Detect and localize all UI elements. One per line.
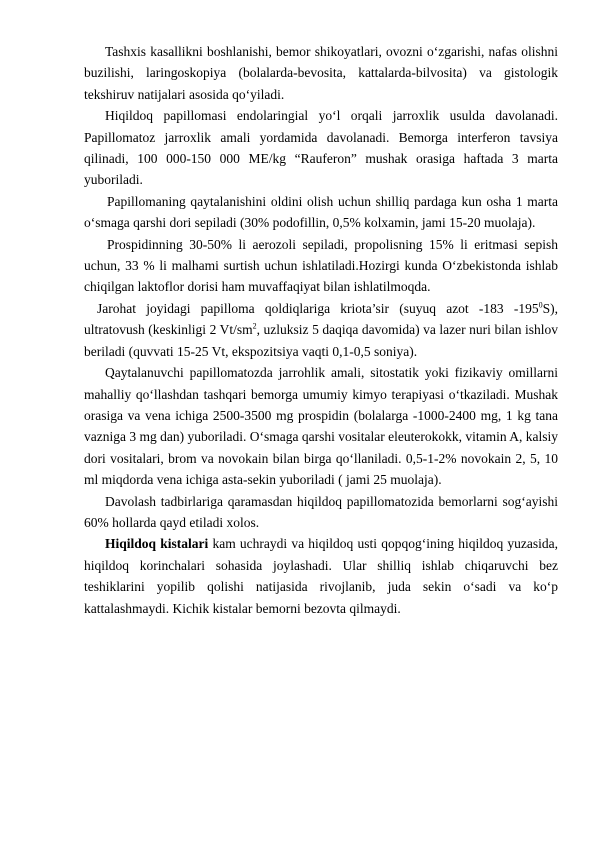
paragraph-prospidin: Prospidinning 30-50% li aerozoli sepiladi, propolisning 15% li eritmasi sepish uchun, 33 % li malhami surtish uchun ishlatiladi.Hozirgi kunda O‘zbekistonda ishlab chiqilgan laktoflor dorisi ham muvaffaqiyat bilan ishlatilmoqda. <box>84 236 558 295</box>
document-page <box>84 41 558 619</box>
paragraph-cryotherapy <box>84 298 558 362</box>
cryotherapy-text-c: , uzluksiz 5 daqiqa davomida) va lazer nuri bilan ishlov beriladi (quvvati 15-25 Vt, ekspozitsiya vaqti 0,1-0,5 soniya). <box>84 322 559 359</box>
cryotherapy-text-a: Jarohat joyidagi papilloma qoldiqlariga kriota’sir (suyuq azot -183 -195 <box>97 300 539 316</box>
paragraph-surgical-treatment: Hiqildoq papillomasi endolaringial yo‘l orqali jarroxlik usulda davolanadi. Papillomatoz jarroxlik amali yordamida davolanadi. Bemorga interferon tavsiya qilinadi, 100 000-150 000 ME/kg “Rauferon” mushak orasiga haftada 3 marta yuboriladi. <box>84 108 558 188</box>
cysts-text: kam uchraydi va hiqildoq usti qopqog‘ining hiqildoq yuzasida, hiqildoq korinchalari sohasida joylashadi. Ular shilliq ishlab chiqaruvchi bez teshiklarini yopilib qolishi natijasida rivojlanib, juda sekin o‘sadi va ko‘p kattalashmaydi. Kichik kistalar bemorni bezovta qilmaydi. <box>84 536 559 616</box>
cryotherapy-text-b: S), ultratovush (keskinligi 2 Vt/sm <box>84 300 558 338</box>
cysts-heading: Hiqildoq kistalari <box>105 536 209 552</box>
paragraph-laryngeal-cysts <box>84 533 558 619</box>
paragraph-chemotherapy: Qaytalanuvchi papillomatozda jarrohlik amali, sitostatik yoki fizikaviy omillarni mahalliy qo‘llashdan tashqari bemorga umumiy kimyo terapiyasi o‘tkaziladi. Mushak orasiga va vena ichiga 2500-3500 mg prospidin (bolalarga -1000-2400 mg, 1 kg tana vazniga 3 mg dan) yuboriladi. O‘smaga qarshi vositalar eleuterokokk, vitamin A, kalsiy dori vositalari, brom va novokain bilan birga qo‘llaniladi. 0,5-1-2% novokain 2, 5, 10 ml miqdorda vena ichiga asta-sekin yuboriladi ( jami 25 muolaja). <box>84 365 558 488</box>
paragraph-recurrence-prevention: Papillomaning qaytalanishini oldini olish uchun shilliq pardaga kun osha 1 marta o‘smaga qarshi dori sepiladi (30% podofillin, 0,5% kolxamin, jami 15-20 muolaja). <box>84 193 558 231</box>
paragraph-outcome: Davolash tadbirlariga qaramasdan hiqildoq papillomatozida bemorlarni sog‘ayishi 60% hollarda qayd etiladi xolos. <box>84 493 558 530</box>
squared-superscript: 2 <box>252 321 257 331</box>
degree-superscript: 0 <box>538 300 543 310</box>
paragraph-diagnosis: Tashxis kasallikni boshlanishi, bemor shikoyatlari, ovozni o‘zgarishi, nafas olishni buzilishi, laringoskopiya (bolalarda-bevosita, kattalarda-bilvosita) va gistologik tekshiruv natijalari asosida qo‘yiladi. <box>84 44 558 102</box>
